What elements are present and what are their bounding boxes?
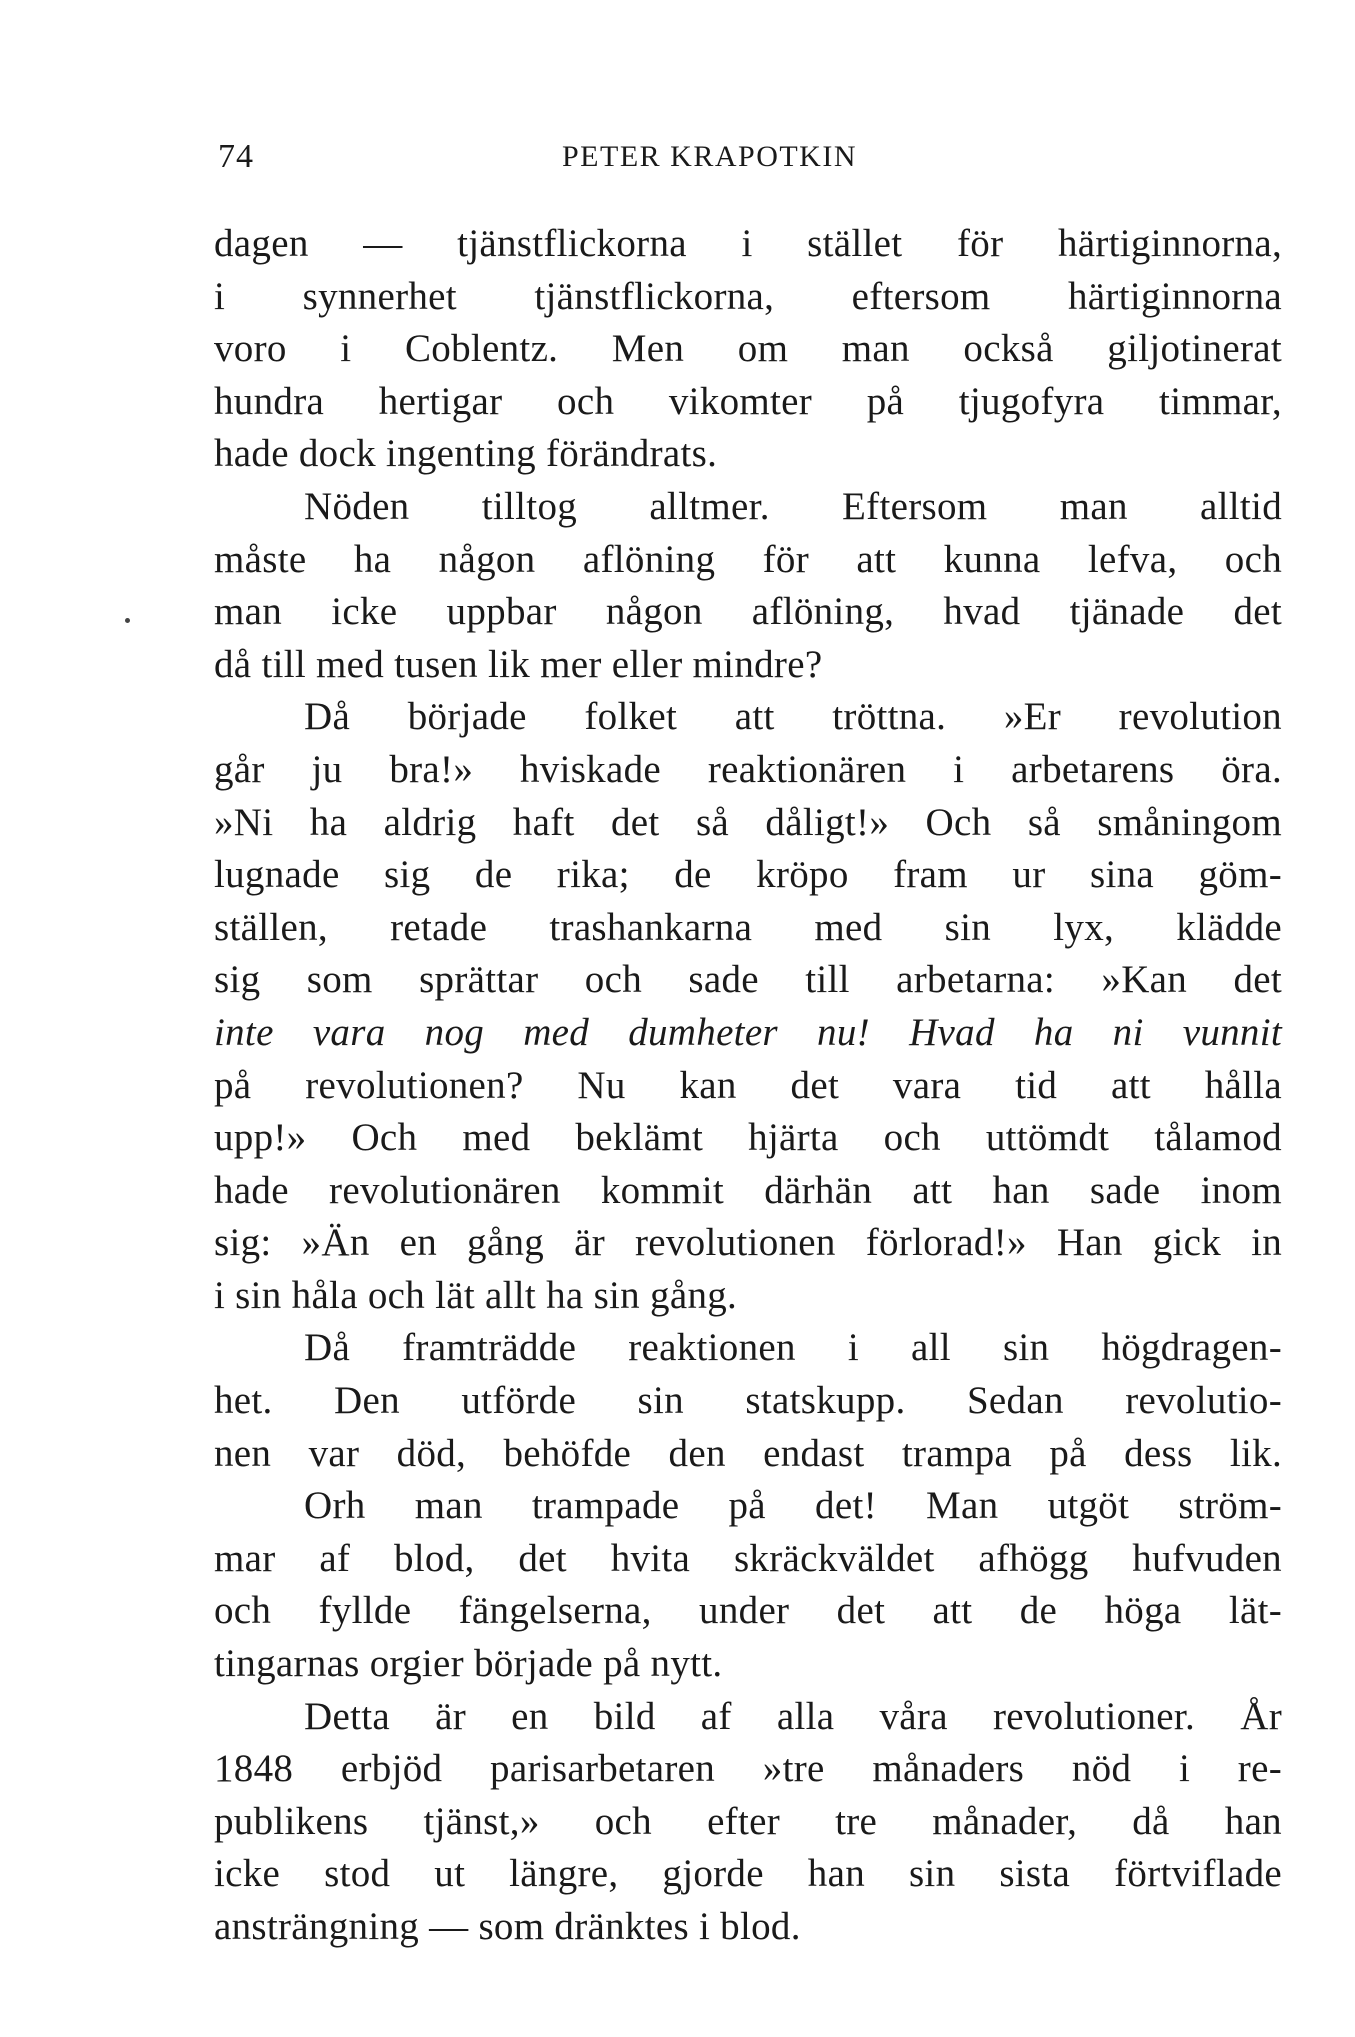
text-line: och fyllde fängelserna, under det att de höga lät- xyxy=(214,1589,1282,1633)
text-line: ställen, retade trashankarna med sin lyx, klädde xyxy=(214,905,1282,949)
text-line: publikens tjänst,» och efter tre månader, då han xyxy=(214,1799,1282,1843)
text-line: sig: »Än en gång är revolutionen förlorad!» Han gick in xyxy=(214,1221,1282,1265)
text-line: i sin håla och lät allt ha sin gång. xyxy=(214,1273,738,1317)
text-line: Orh man trampade på det! Man utgöt ström- xyxy=(304,1484,1282,1528)
text-line: då till med tusen lik mer eller mindre? xyxy=(214,642,823,686)
text-line: voro i Coblentz. Men om man också giljotinerat xyxy=(214,327,1282,371)
text-line: icke stod ut längre, gjorde han sin sista förtviflade xyxy=(214,1852,1282,1896)
page-number: 74 xyxy=(218,138,254,175)
text-line: går ju bra!» hviskade reaktionären i arbetarens öra. xyxy=(214,747,1282,791)
text-line: »Ni ha aldrig haft det så dåligt!» Och så småningom xyxy=(214,800,1282,844)
text-line: het. Den utförde sin statskupp. Sedan revolutio- xyxy=(214,1379,1282,1423)
text-line: Detta är en bild af alla våra revolutioner. År xyxy=(304,1694,1282,1738)
text-line: Nöden tilltog alltmer. Eftersom man alltid xyxy=(304,484,1282,528)
text-line: tingarnas orgier började på nytt. xyxy=(214,1642,723,1686)
body-text xyxy=(214,218,1282,1954)
text-line: måste ha någon aflöning för att kunna lefva, och xyxy=(214,537,1282,581)
running-head: PETER KRAPOTKIN xyxy=(562,140,858,173)
text-line: dagen — tjänstflickorna i stället för härtiginnorna, xyxy=(214,222,1282,265)
text-line: Då framträdde reaktionen i all sin högdragen- xyxy=(304,1326,1282,1370)
text-line: i synnerhet tjänstflickorna, eftersom härtiginnorna xyxy=(214,274,1282,318)
text-line: ansträngning — som dränktes i blod. xyxy=(214,1905,801,1948)
text-line: 1848 erbjöd parisarbetaren »tre månaders nöd i re- xyxy=(214,1747,1282,1791)
page-header xyxy=(218,138,1278,188)
text-line: Då började folket att tröttna. »Er revolution xyxy=(304,695,1282,739)
text-line: hade revolutionären kommit därhän att han sade inom xyxy=(214,1168,1282,1212)
text-line: inte vara nog med dumheter nu! Hvad ha ni vunnit xyxy=(214,1010,1282,1054)
text-line: på revolutionen? Nu kan det vara tid att hålla xyxy=(214,1063,1282,1107)
text-line: mar af blod, det hvita skräckväldet afhögg hufvuden xyxy=(214,1536,1282,1580)
text-line: hundra hertigar och vikomter på tjugofyra timmar, xyxy=(214,379,1282,423)
text-line: upp!» Och med beklämt hjärta och uttömdt tålamod xyxy=(214,1116,1282,1160)
text-line: hade dock ingenting förändrats. xyxy=(214,432,718,476)
stray-print-mark xyxy=(125,618,130,623)
text-line: lugnade sig de rika; de kröpo fram ur sina göm- xyxy=(214,853,1282,897)
text-line: sig som sprättar och sade till arbetarna: »Kan det xyxy=(214,958,1282,1002)
text-line: man icke uppbar någon aflöning, hvad tjänade det xyxy=(214,590,1282,634)
text-line: nen var död, behöfde den endast trampa på dess lik. xyxy=(214,1431,1282,1475)
